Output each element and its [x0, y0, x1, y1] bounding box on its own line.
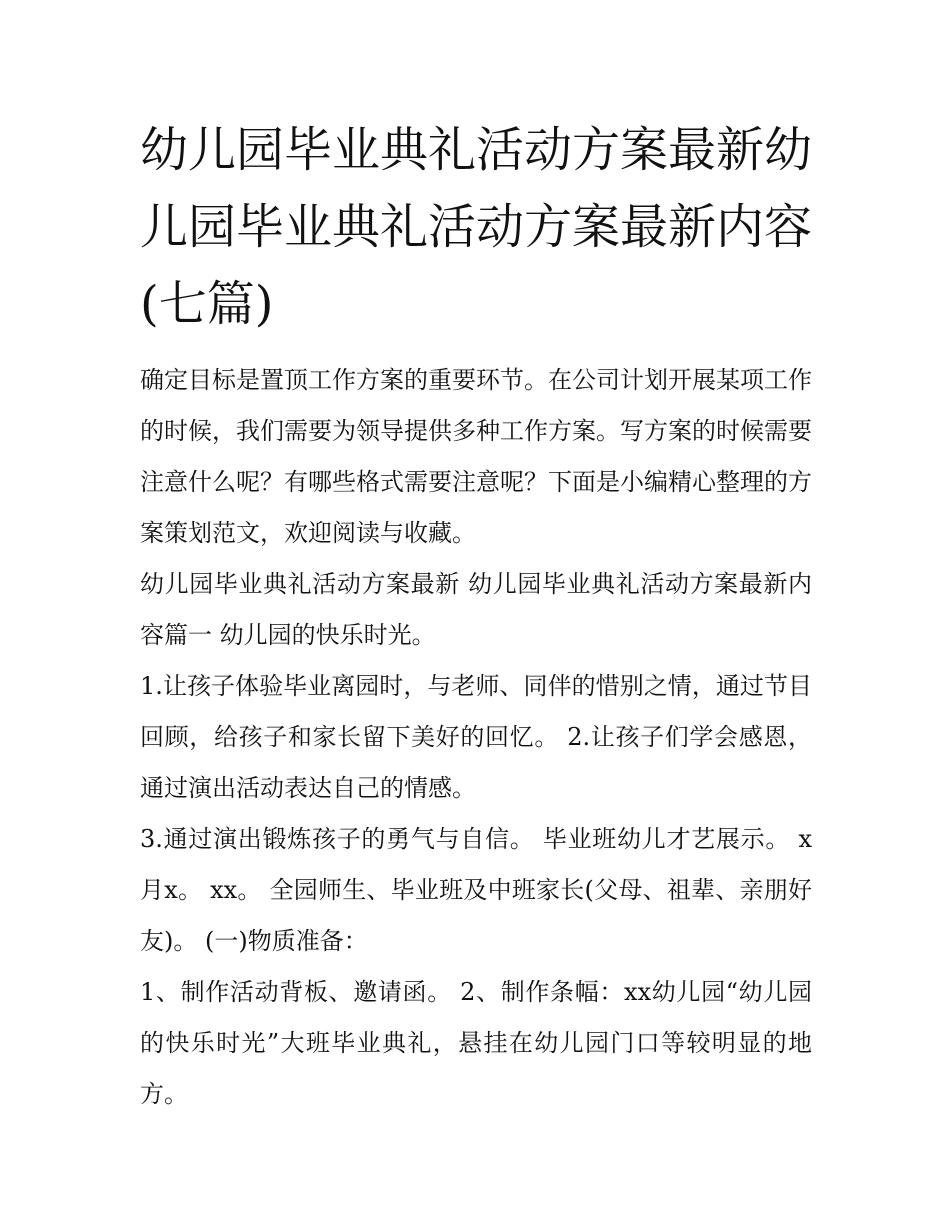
- preparation-paragraph: 1、制作活动背板、邀请函。 2、制作条幅：xx幼儿园“幼儿园的快乐时光”大班毕业典礼，悬挂在幼儿园门口等较明显的地方。: [140, 978, 812, 1108]
- document-title: 幼儿园毕业典礼活动方案最新幼儿园毕业典礼活动方案最新内容(七篇): [140, 122, 813, 332]
- goal-paragraph-2: 3.通过演出锻炼孩子的勇气与自信。 毕业班幼儿才艺展示。 x月x。 xx。 全园师生、毕业班及中班家长(父母、祖辈、亲朋好友)。 (一)物质准备：: [140, 825, 812, 955]
- section-heading-paragraph: 幼儿园毕业典礼活动方案最新 幼儿园毕业典礼活动方案最新内容篇一 幼儿园的快乐时光。: [140, 570, 812, 649]
- intro-paragraph: 确定目标是置顶工作方案的重要环节。在公司计划开展某项工作的时候，我们需要为领导提供多种工作方案。写方案的时候需要注意什么呢？有哪些格式需要注意呢？下面是小编精心整理的方案策划范文，欢迎阅读与收藏。: [140, 366, 812, 547]
- document-body: [140, 112, 812, 1120]
- goal-paragraph-1: 1.让孩子体验毕业离园时，与老师、同伴的惜别之情，通过节目回顾，给孩子和家长留下美好的回忆。 2.让孩子们学会感恩，通过演出活动表达自己的情感。: [140, 672, 812, 802]
